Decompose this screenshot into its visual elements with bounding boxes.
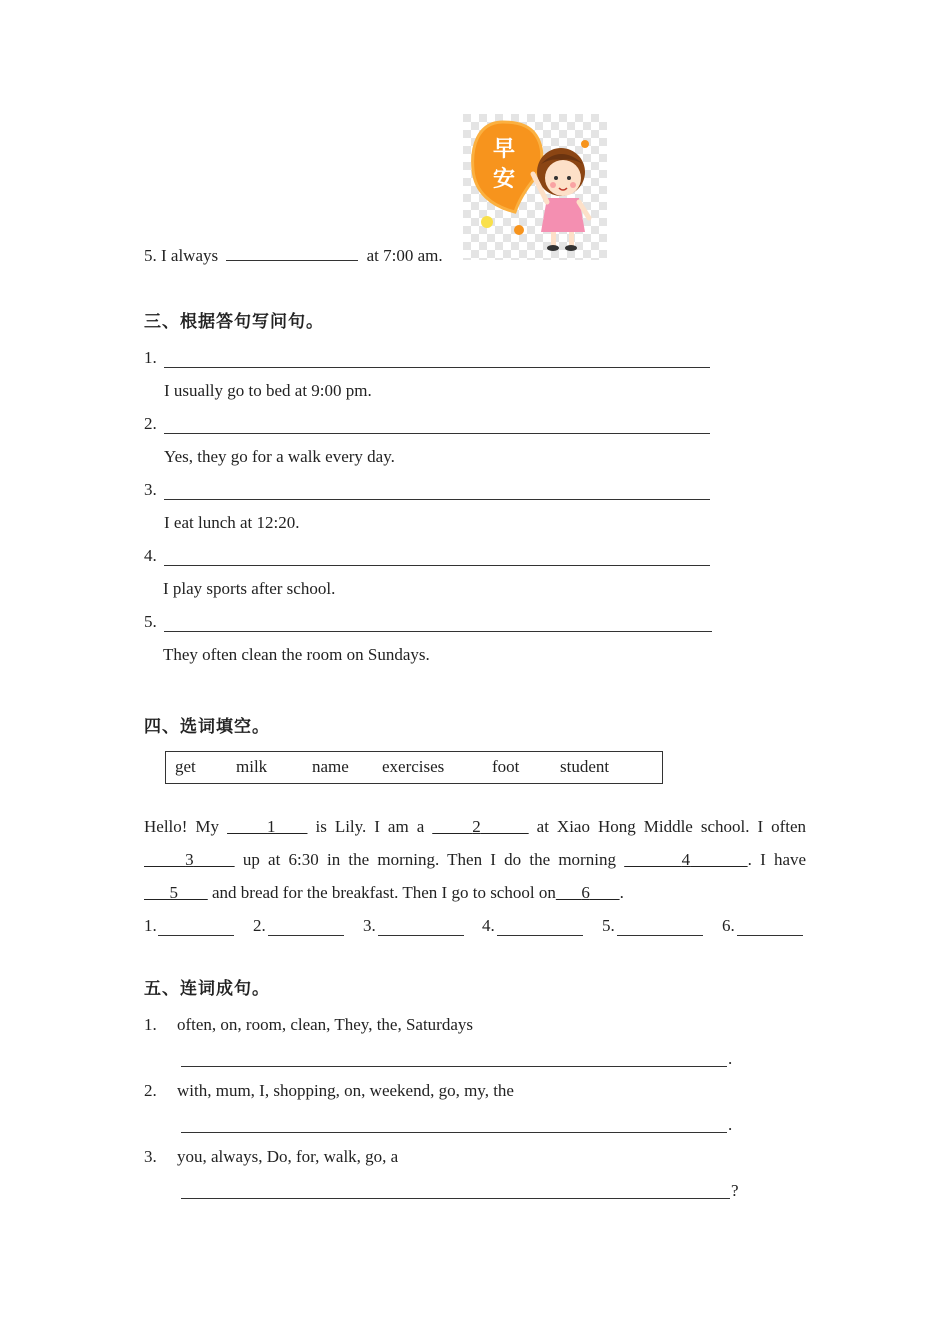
sentence-end-mark: .: [728, 1049, 733, 1068]
blank-number: 4: [681, 850, 691, 869]
passage-text: and: [212, 883, 237, 902]
section-3-item-answer: They often clean the room on Sundays.: [163, 645, 430, 664]
answer-label: 3.: [363, 916, 376, 935]
section-3-item-number: 5.: [144, 612, 157, 631]
answer-line[interactable]: [181, 1066, 727, 1067]
good-morning-illustration: [463, 114, 607, 260]
section-3-item-number: 1.: [144, 348, 157, 367]
answer-line[interactable]: [181, 1132, 727, 1133]
section-3-item-answer: Yes, they go for a walk every day.: [164, 447, 395, 466]
question-5-prefix: 5. I always: [144, 246, 219, 265]
passage-blank[interactable]: [144, 883, 208, 902]
word-bank-word: get: [175, 757, 196, 776]
section-5-item-words: with, mum, I, shopping, on, weekend, go, my, the: [177, 1081, 514, 1100]
passage-text: . I have: [747, 850, 807, 869]
section-5-item-number: 3.: [144, 1147, 157, 1166]
question-5-suffix: at 7:00 am.: [366, 246, 443, 265]
passage-blank[interactable]: [144, 850, 235, 869]
answer-line[interactable]: [164, 499, 710, 500]
answer-line[interactable]: [164, 367, 710, 368]
answer-label: 5.: [602, 916, 615, 935]
answer-line[interactable]: [181, 1198, 730, 1199]
answer-label: 1.: [144, 916, 157, 935]
sentence-end-mark: .: [728, 1115, 733, 1134]
section-5-item-words: you, always, Do, for, walk, go, a: [177, 1147, 399, 1166]
section-3-item-number: 4.: [144, 546, 157, 565]
word-bank-word: name: [312, 757, 349, 776]
answer-label: 2.: [253, 916, 266, 935]
passage-blank[interactable]: [624, 850, 747, 869]
blank-number: 5: [169, 883, 178, 902]
section-5-item-words: often, on, room, clean, They, the, Saturdays: [177, 1015, 474, 1034]
blank-number: 1: [267, 817, 276, 836]
section-5-heading: 五、连词成句。: [144, 979, 270, 999]
answer-line[interactable]: [378, 935, 464, 936]
passage-text: .: [619, 883, 624, 902]
answer-line[interactable]: [158, 935, 234, 936]
section-5-item-number: 1.: [144, 1015, 157, 1034]
word-bank-word: foot: [492, 757, 520, 776]
section-3-item-answer: I play sports after school.: [163, 579, 336, 598]
passage-line-2: [144, 843, 806, 876]
word-bank-word: milk: [236, 757, 268, 776]
passage-blank[interactable]: [556, 883, 620, 902]
passage-text: Hello! My: [144, 817, 220, 836]
blank-line[interactable]: [226, 244, 358, 261]
word-bank-word: exercises: [382, 757, 445, 776]
section-3-item-answer: I eat lunch at 12:20.: [164, 513, 300, 532]
answer-line[interactable]: [164, 631, 712, 632]
sentence-end-mark: ?: [731, 1181, 739, 1200]
answer-line[interactable]: [617, 935, 703, 936]
section-3-item-answer: I usually go to bed at 9:00 pm.: [164, 381, 372, 400]
passage-blank[interactable]: [227, 817, 307, 836]
section-3-item-number: 3.: [144, 480, 157, 499]
section-5-item-number: 2.: [144, 1081, 157, 1100]
blank-number: 2: [472, 817, 481, 836]
answer-label: 4.: [482, 916, 495, 935]
passage-line-3: [144, 882, 624, 904]
passage-blank[interactable]: [432, 817, 528, 836]
section-3-heading: 三、根据答句写问句。: [144, 312, 324, 332]
illustration-text-2: 安: [493, 167, 516, 192]
answer-label: 6.: [722, 916, 735, 935]
answer-line[interactable]: [268, 935, 344, 936]
passage-text: bread for the breakfast. Then I go to school on: [240, 883, 556, 902]
blank-number: 3: [185, 850, 194, 869]
answer-line[interactable]: [737, 935, 803, 936]
passage-line-1: [144, 810, 806, 843]
answer-line[interactable]: [164, 433, 710, 434]
blank-number: 6: [581, 883, 590, 902]
passage-text: up at 6:30 in the morning. Then I do the morning: [242, 850, 616, 869]
question-5: [144, 244, 443, 267]
illustration-text-1: 早: [493, 137, 516, 162]
answer-line[interactable]: [164, 565, 710, 566]
section-3-item-number: 2.: [144, 414, 157, 433]
passage-text: is Lily. I am a: [315, 817, 425, 836]
section-4-heading: 四、选词填空。: [144, 717, 270, 737]
word-bank: [165, 751, 663, 784]
passage-text: at Xiao Hong Middle school. I often: [536, 817, 807, 836]
answer-line[interactable]: [497, 935, 583, 936]
word-bank-word: student: [560, 757, 610, 776]
